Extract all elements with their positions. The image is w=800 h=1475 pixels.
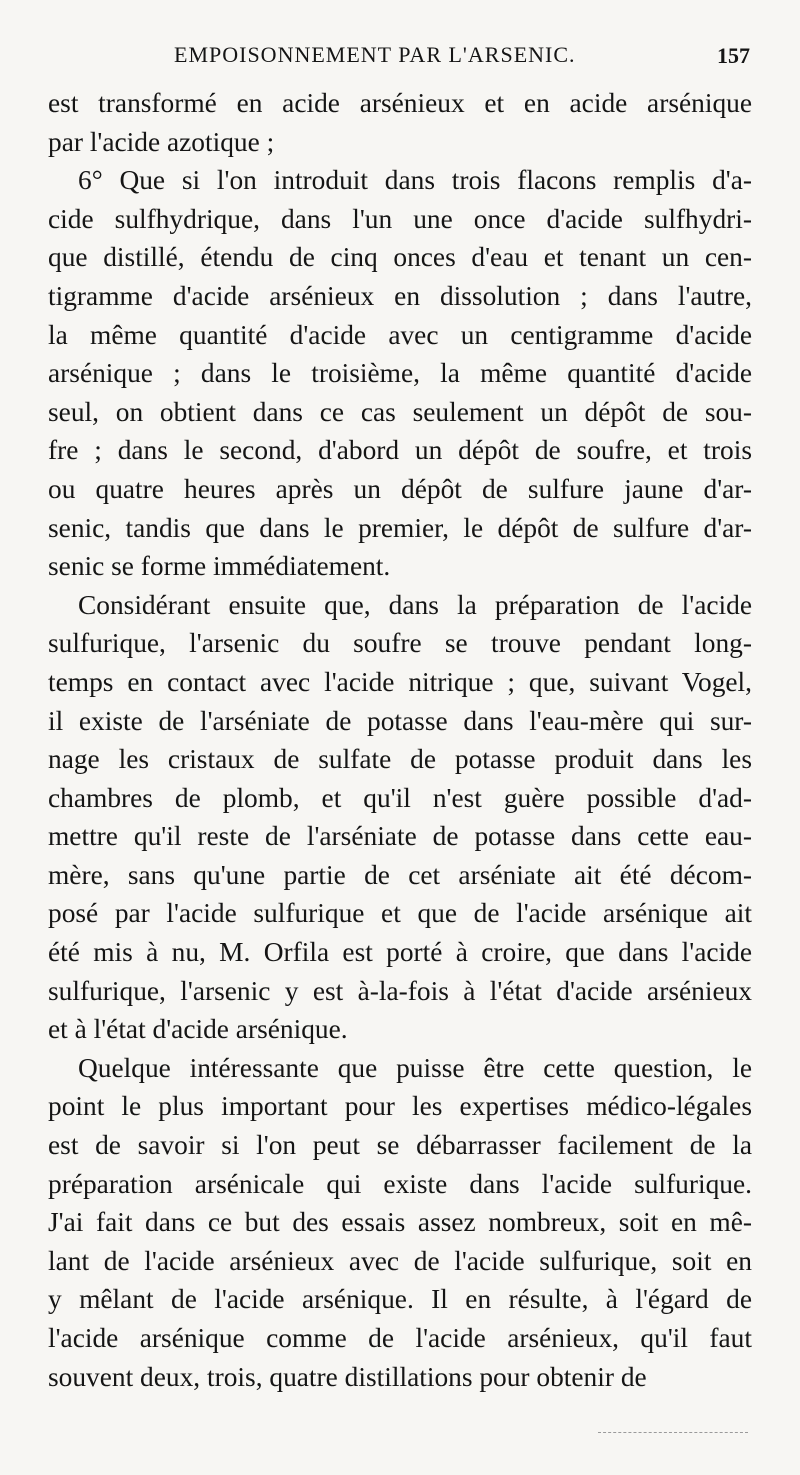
text-line: que distillé, étendu de cinq onces d'eau et tenant un cen- bbox=[48, 242, 752, 273]
text-line: arsénique ; dans le troisième, la même quantité d'acide bbox=[48, 358, 752, 389]
text-line: et à l'état d'acide arsénique. bbox=[48, 1014, 348, 1045]
paragraph bbox=[48, 586, 752, 1049]
text-line: l'acide arsénique comme de l'acide arsénieux, qu'il faut bbox=[48, 1323, 752, 1353]
text-line: temps en contact avec l'acide nitrique ; que, suivant Vogel, bbox=[48, 666, 752, 697]
text-line: est de savoir si l'on peut se débarrasser facilement de la bbox=[48, 1130, 752, 1161]
page-number: 157 bbox=[717, 43, 750, 68]
text-line: est transformé en acide arsénieux et en acide arsénique bbox=[48, 88, 752, 118]
text-line: la même quantité d'acide avec un centigramme d'acide bbox=[48, 319, 752, 350]
paragraph bbox=[48, 161, 752, 586]
paragraph bbox=[48, 1049, 752, 1396]
text-line: sulfurique, l'arsenic du soufre se trouve pendant long- bbox=[48, 628, 752, 659]
text-line: mettre qu'il reste de l'arséniate de potasse dans cette eau- bbox=[48, 821, 752, 852]
body-text bbox=[48, 84, 752, 1396]
text-line: J'ai fait dans ce but des essais assez nombreux, soit en mê- bbox=[48, 1207, 752, 1238]
text-line: 6° Que si l'on introduit dans trois flacons remplis d'a- bbox=[78, 165, 752, 196]
text-line: seul, on obtient dans ce cas seulement un dépôt de sou- bbox=[48, 396, 752, 427]
text-line: tigramme d'acide arsénieux en dissolution ; dans l'autre, bbox=[48, 280, 752, 311]
bottom-rule bbox=[598, 1432, 748, 1433]
text-line: il existe de l'arséniate de potasse dans l'eau-mère qui sur- bbox=[48, 705, 752, 736]
text-line: par l'acide azotique ; bbox=[48, 126, 275, 157]
text-line: été mis à nu, M. Orfila est porté à croire, que dans l'acide bbox=[48, 937, 752, 968]
text-line: posé par l'acide sulfurique et que de l'acide arsénique ait bbox=[48, 898, 752, 929]
running-title: EMPOISONNEMENT PAR L'ARSENIC. bbox=[174, 42, 576, 67]
text-line: mère, sans qu'une partie de cet arséniate ait été décom- bbox=[48, 859, 752, 890]
text-line: Considérant ensuite que, dans la préparation de l'acide bbox=[78, 589, 752, 620]
paragraph bbox=[48, 84, 752, 161]
text-line: Quelque intéressante que puisse être cette question, le bbox=[78, 1052, 752, 1083]
text-line: fre ; dans le second, d'abord un dépôt de soufre, et trois bbox=[48, 435, 752, 466]
text-line: nage les cristaux de sulfate de potasse produit dans les bbox=[48, 744, 752, 775]
text-line: sulfurique, l'arsenic y est à-la-fois à l'état d'acide arsénieux bbox=[48, 975, 752, 1006]
text-line: chambres de plomb, et qu'il n'est guère possible d'ad- bbox=[48, 782, 752, 813]
text-line: cide sulfhydrique, dans l'un une once d'acide sulfhydri- bbox=[48, 203, 752, 234]
text-line: point le plus important pour les expertises médico-légales bbox=[48, 1091, 752, 1122]
text-line: senic se forme immédiatement. bbox=[48, 551, 391, 582]
text-line: lant de l'acide arsénieux avec de l'acide sulfurique, soit en bbox=[48, 1245, 752, 1276]
text-line: souvent deux, trois, quatre distillations pour obtenir de bbox=[48, 1361, 647, 1392]
text-line: y mêlant de l'acide arsénique. Il en résulte, à l'égard de bbox=[48, 1284, 752, 1315]
text-line: préparation arsénicale qui existe dans l'acide sulfurique. bbox=[48, 1168, 752, 1199]
page-header bbox=[48, 42, 752, 72]
text-line: ou quatre heures après un dépôt de sulfure jaune d'ar- bbox=[48, 473, 752, 504]
text-line: senic, tandis que dans le premier, le dépôt de sulfure d'ar- bbox=[48, 512, 752, 543]
